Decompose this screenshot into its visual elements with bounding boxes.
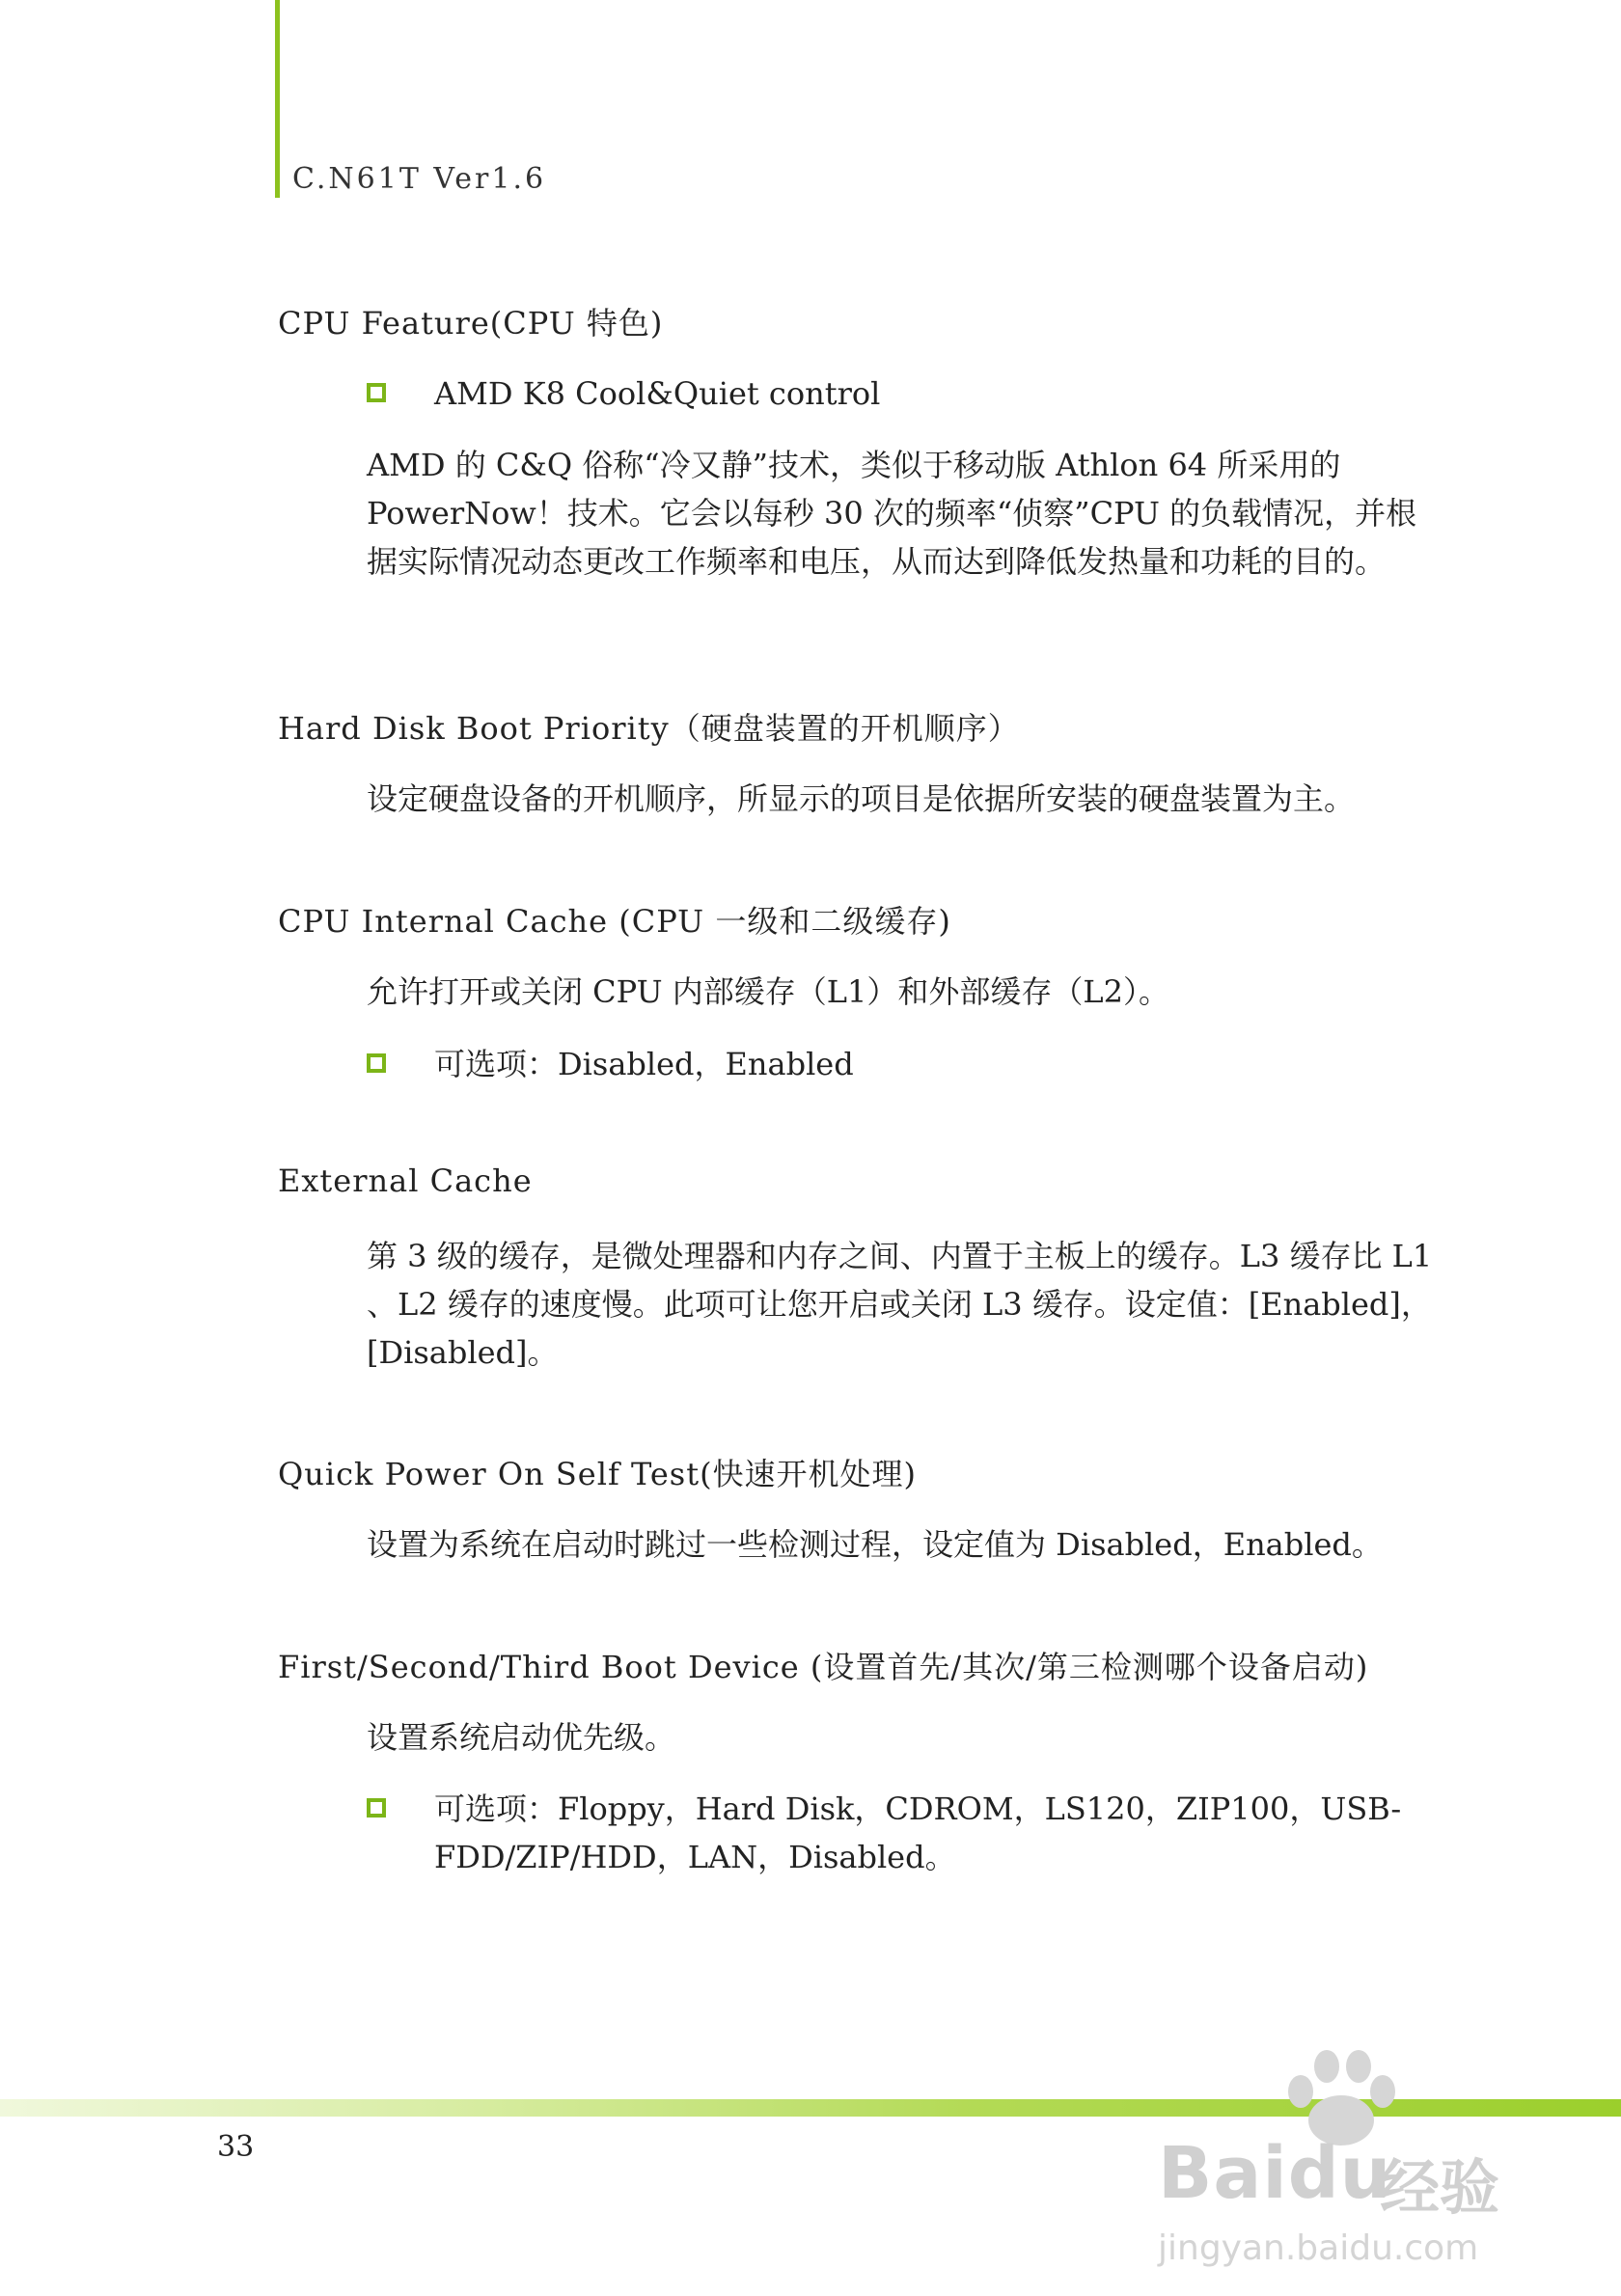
- section-title-cpu-cache: CPU Internal Cache (CPU 一级和二级缓存): [278, 903, 951, 940]
- checkbox-bullet-icon: [367, 1053, 386, 1073]
- bullet-text: AMD K8 Cool&Quiet control: [434, 375, 881, 412]
- checkbox-bullet-icon: [367, 383, 386, 402]
- paragraph-hdd-boot: 设定硬盘设备的开机顺序，所显示的项目是依据所安装的硬盘装置为主。: [367, 780, 1356, 817]
- watermark-url: jingyan.baidu.com: [1158, 2228, 1479, 2268]
- paragraph-quick-post: 设置为系统在启动时跳过一些检测过程，设定值为 Disabled，Enabled。: [367, 1526, 1383, 1563]
- page-number: 33: [217, 2130, 255, 2164]
- section-title-external-cache: External Cache: [278, 1162, 533, 1199]
- bullet-text: 可选项：Disabled，Enabled: [434, 1046, 854, 1082]
- section-title-hdd-boot: Hard Disk Boot Priority（硬盘装置的开机顺序）: [278, 710, 1020, 747]
- baidu-watermark: [1139, 2045, 1563, 2268]
- paragraph-boot-device: 设置系统启动优先级。: [367, 1719, 676, 1756]
- watermark-logo-text: Baidu: [1158, 2132, 1392, 2215]
- paragraph-cpu-feature: AMD 的 C&Q 俗称“冷又静”技术，类似于移动版 Athlon 64 所采用的 PowerNow！技术。它会以每秒 30 次的频率“侦察”CPU 的负载情况，并根据实际情况动态更改工作频率和电压，从而达到降低发热量和功耗的目的。: [367, 447, 1417, 580]
- paragraph-cpu-cache: 允许打开或关闭 CPU 内部缓存（L1）和外部缓存（L2）。: [367, 973, 1169, 1010]
- model-version: C.N61T Ver1.6: [292, 162, 547, 196]
- section-title-boot-device: First/Second/Third Boot Device (设置首先/其次/第三检测哪个设备启动): [278, 1649, 1369, 1685]
- checkbox-bullet-icon: [367, 1798, 386, 1818]
- paragraph-external-cache: 第 3 级的缓存，是微处理器和内存之间、内置于主板上的缓存。L3 缓存比 L1 、L2 缓存的速度慢。此项可让您开启或关闭 L3 缓存。设定值：[Enabled]，[Disabled]。: [367, 1238, 1433, 1371]
- bullet-text: 可选项：Floppy，Hard Disk，CDROM，LS120，ZIP100，USB-FDD/ZIP/HDD，LAN，Disabled。: [434, 1790, 1402, 1875]
- header-accent-bar: [275, 0, 280, 198]
- watermark-cn-text: 经验: [1380, 2152, 1500, 2223]
- section-title-cpu-feature: CPU Feature(CPU 特色): [278, 305, 664, 342]
- section-title-quick-post: Quick Power On Self Test(快速开机处理): [278, 1456, 918, 1492]
